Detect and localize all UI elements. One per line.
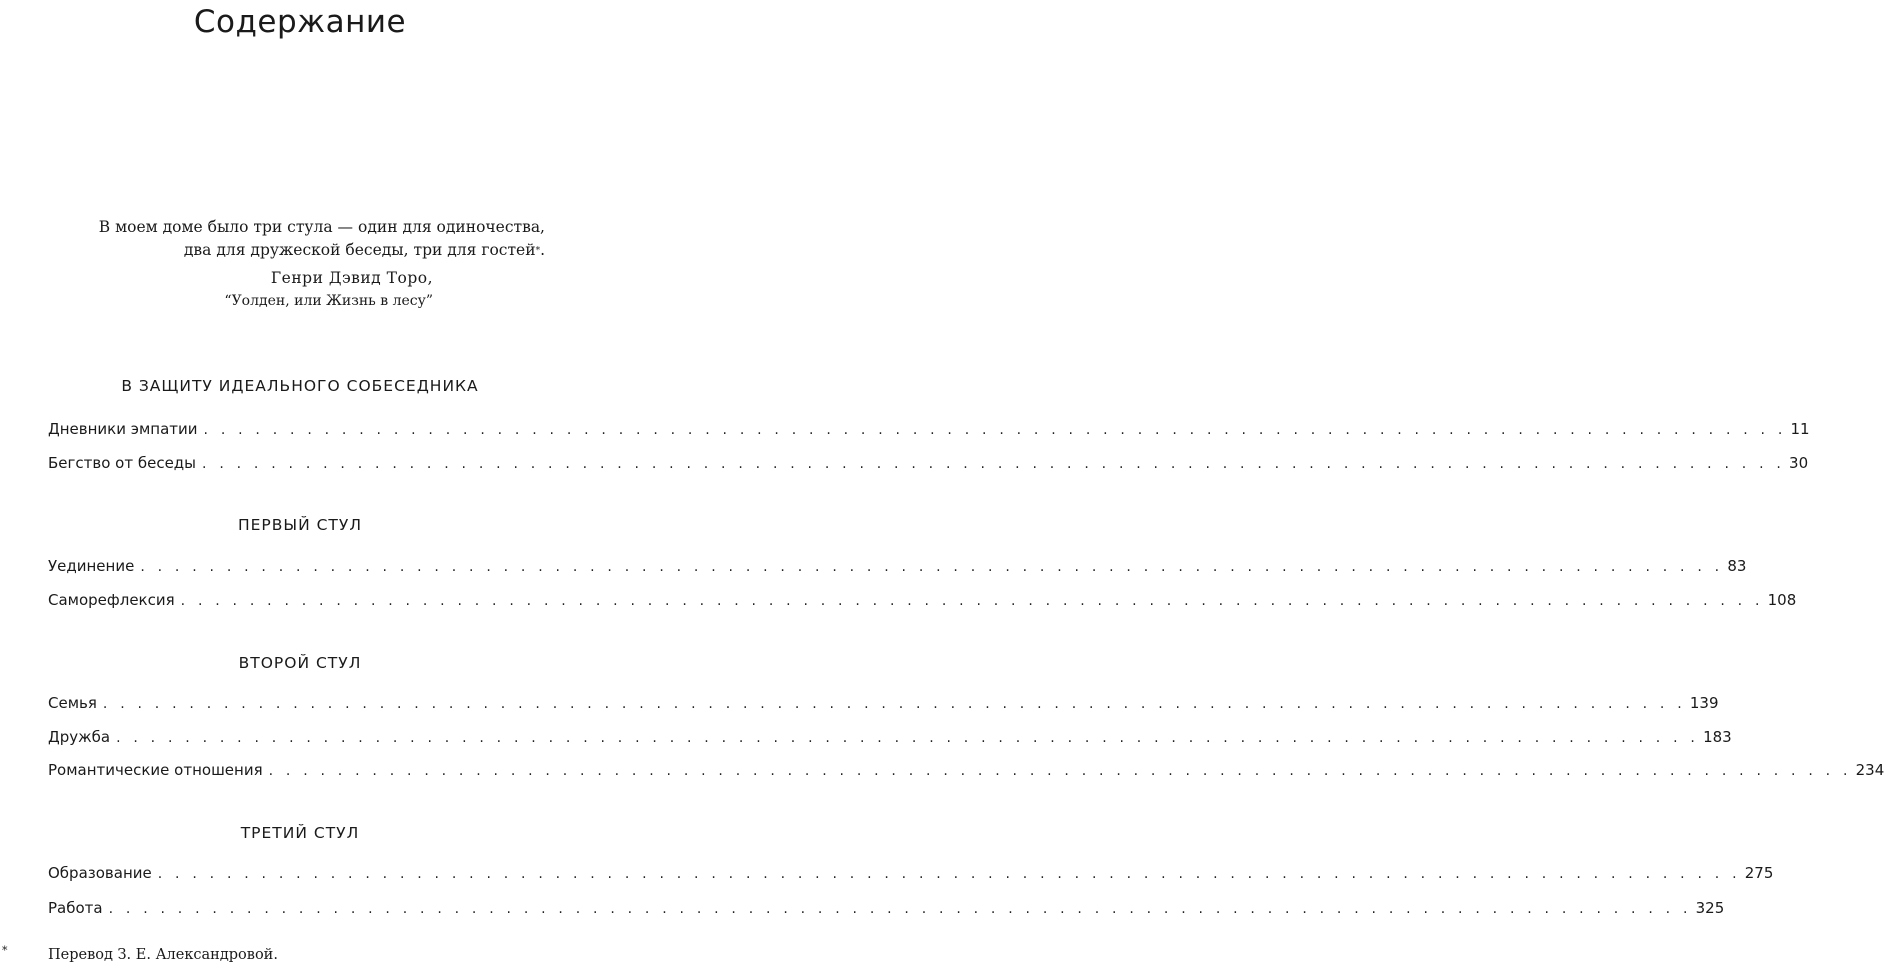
page-title: Содержание [193, 4, 407, 40]
toc-leader-dots: . . . . . . . . . . . . . . . . . . . . . . . . . . . . . . . . . . . . . . . . . . . . . . . . . . . . . . . . . . . . . . . . . . . . . . . . . . . . . . . . . . . . . . . . . . . . [203, 422, 1787, 438]
toc-entry[interactable] [48, 692, 1719, 714]
epigraph-line-1: В моем доме было три стула — один для одиночества, [98, 218, 545, 236]
toc-leader-dots: . . . . . . . . . . . . . . . . . . . . . . . . . . . . . . . . . . . . . . . . . . . . . . . . . . . . . . . . . . . . . . . . . . . . . . . . . . . . . . . . . . . . . . . . . . . . [202, 456, 1786, 472]
toc-entry[interactable] [48, 418, 1810, 440]
section-heading: ВТОРОЙ СТУЛ [238, 654, 362, 672]
epigraph-author: Генри Дэвид Торо, [270, 269, 433, 287]
toc-entry-page: 30 [1789, 454, 1809, 472]
toc-entry[interactable] [48, 726, 1732, 748]
toc-entry-title: Уединение [48, 557, 135, 575]
footnote-text: Перевод З. Е. Александровой. [48, 947, 278, 963]
toc-entry-title: Дружба [48, 728, 111, 746]
toc-entry-title: Образование [48, 864, 152, 882]
footnote-reference[interactable]: * [535, 246, 541, 256]
toc-leader-dots: . . . . . . . . . . . . . . . . . . . . . . . . . . . . . . . . . . . . . . . . . . . . . . . . . . . . . . . . . . . . . . . . . . . . . . . . . . . . . . . . . . . . . . . . . . . . [116, 730, 1700, 746]
toc-entry-page: 83 [1727, 557, 1747, 575]
toc-entry-page: 275 [1744, 864, 1774, 882]
epigraph [0, 216, 545, 313]
toc-leader-dots: . . . . . . . . . . . . . . . . . . . . . . . . . . . . . . . . . . . . . . . . . . . . . . . . . . . . . . . . . . . . . . . . . . . . . . . . . . . . . . . . . . . . . . . . . . . . [268, 763, 1852, 779]
toc-entry-title: Романтические отношения [48, 761, 263, 779]
epigraph-line-2-period: . [540, 241, 545, 259]
toc-entry[interactable] [48, 589, 1797, 611]
toc-entry[interactable] [48, 452, 1809, 474]
toc-entry-page: 139 [1689, 694, 1719, 712]
toc-entry-page: 325 [1695, 899, 1725, 917]
toc-entry-title: Саморефлексия [48, 591, 175, 609]
toc-entry-title: Семья [48, 694, 97, 712]
toc-entry[interactable] [48, 862, 1774, 884]
epigraph-line-2-text: два для дружеской беседы, три для гостей [183, 241, 536, 259]
epigraph-line-2 [0, 239, 545, 263]
toc-entry-title: Дневники эмпатии [48, 420, 198, 438]
toc-leader-dots: . . . . . . . . . . . . . . . . . . . . . . . . . . . . . . . . . . . . . . . . . . . . . . . . . . . . . . . . . . . . . . . . . . . . . . . . . . . . . . . . . . . . . . . . . . . . [108, 901, 1692, 917]
section-heading: ПЕРВЫЙ СТУЛ [237, 516, 363, 534]
toc-leader-dots: . . . . . . . . . . . . . . . . . . . . . . . . . . . . . . . . . . . . . . . . . . . . . . . . . . . . . . . . . . . . . . . . . . . . . . . . . . . . . . . . . . . . . . . . . . . . [102, 696, 1686, 712]
epigraph-source: “Уолден, или Жизнь в лесу” [224, 293, 433, 309]
toc-leader-dots: . . . . . . . . . . . . . . . . . . . . . . . . . . . . . . . . . . . . . . . . . . . . . . . . . . . . . . . . . . . . . . . . . . . . . . . . . . . . . . . . . . . . . . . . . . . . [157, 866, 1741, 882]
section-heading: ТРЕТИЙ СТУЛ [240, 824, 360, 842]
toc-leader-dots: . . . . . . . . . . . . . . . . . . . . . . . . . . . . . . . . . . . . . . . . . . . . . . . . . . . . . . . . . . . . . . . . . . . . . . . . . . . . . . . . . . . . . . . . . . . . [180, 593, 1764, 609]
toc-entry[interactable] [48, 555, 1747, 577]
toc-leader-dots: . . . . . . . . . . . . . . . . . . . . . . . . . . . . . . . . . . . . . . . . . . . . . . . . . . . . . . . . . . . . . . . . . . . . . . . . . . . . . . . . . . . . . . . . . . . . [140, 559, 1724, 575]
toc-entry-page: 183 [1703, 728, 1732, 746]
toc-entry-page: 11 [1790, 420, 1810, 438]
toc-entry-title: Бегство от беседы [48, 454, 197, 472]
section-heading: В ЗАЩИТУ ИДЕАЛЬНОГО СОБЕСЕДНИКА [121, 377, 479, 395]
toc-entry-title: Работа [48, 899, 103, 917]
toc-entry-page: 108 [1767, 591, 1797, 609]
toc-entry-page: 234 [1855, 761, 1884, 779]
footnote-mark: * [2, 944, 8, 957]
toc-entry[interactable] [48, 759, 1884, 781]
toc-entry[interactable] [48, 897, 1725, 919]
